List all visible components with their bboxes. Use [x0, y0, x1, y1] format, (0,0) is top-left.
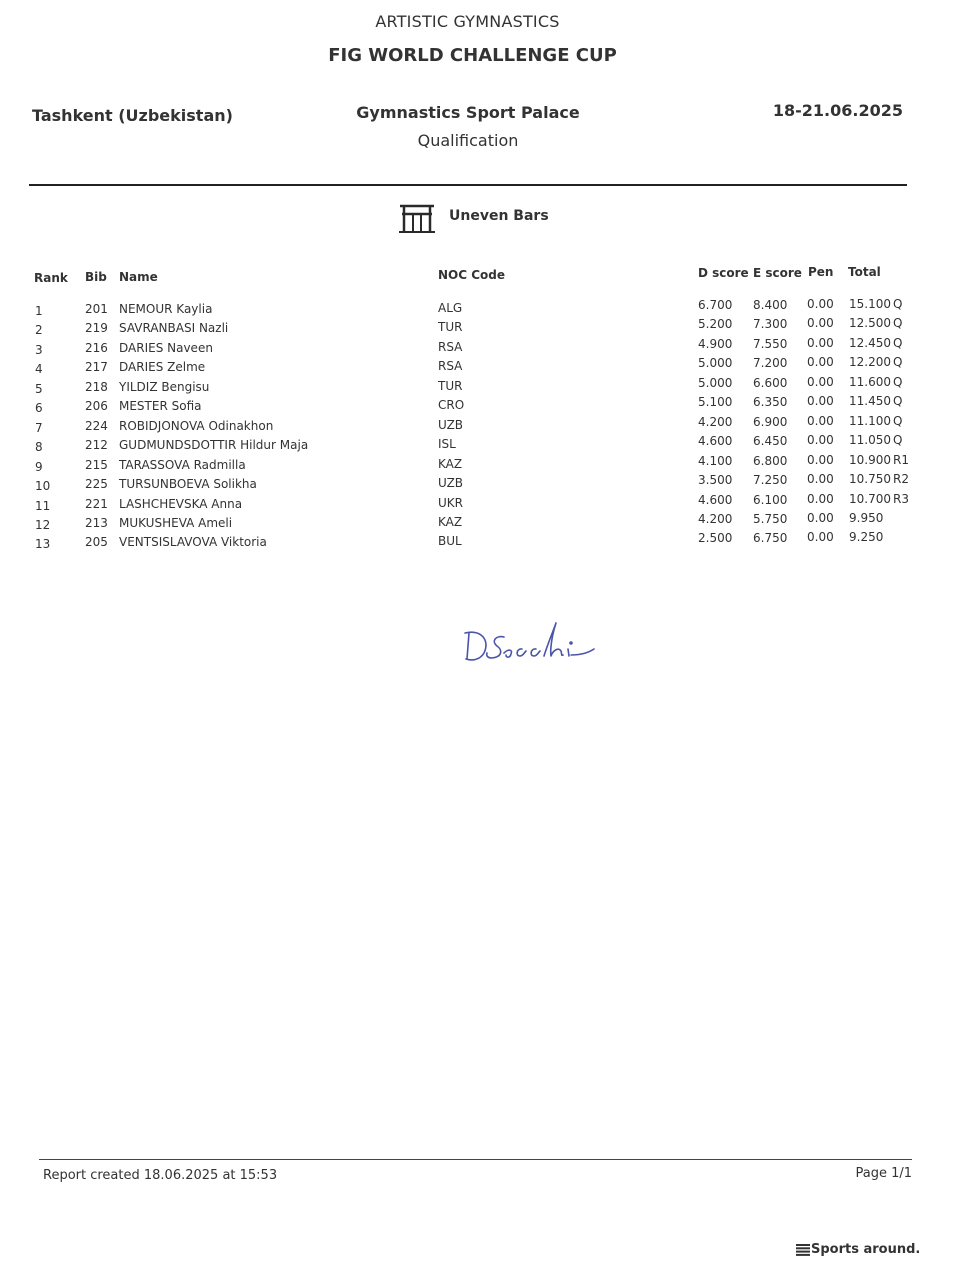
- cell-noc: UZB: [438, 476, 464, 490]
- cell-total: 9.950: [849, 511, 884, 525]
- cell-pen: 0.00: [807, 335, 834, 350]
- cell-e: 6.450: [753, 434, 788, 449]
- cell-noc: KAZ: [438, 515, 463, 529]
- cell-d: 4.600: [698, 434, 733, 449]
- cell-pen: 0.00: [807, 433, 834, 448]
- cell-name: YILDIZ Bengisu: [119, 379, 210, 394]
- cell-rank: 12: [35, 518, 51, 532]
- cell-q: Q: [893, 374, 903, 389]
- cell-pen: 0.00: [807, 452, 834, 467]
- cell-e: 8.400: [753, 298, 788, 312]
- cell-total: 11.450: [849, 394, 891, 409]
- cell-total: 10.750: [849, 472, 891, 486]
- cell-d: 4.600: [698, 492, 733, 507]
- cell-d: 4.100: [698, 453, 733, 468]
- cell-q: Q: [893, 335, 903, 350]
- cell-q: Q: [893, 394, 903, 409]
- cell-rank: 8: [35, 440, 43, 455]
- cell-name: ROBIDJONOVA Odinakhon: [119, 418, 274, 433]
- cell-bib: 213: [85, 516, 108, 530]
- page-number: Page 1/1: [855, 1166, 912, 1181]
- cell-name: TARASSOVA Radmilla: [119, 457, 246, 472]
- cell-e: 6.900: [753, 414, 788, 429]
- cell-noc: TUR: [438, 378, 463, 393]
- event-title: FIG WORLD CHALLENGE CUP: [328, 45, 617, 66]
- cell-name: GUDMUNDSDOTTIR Hildur Maja: [119, 438, 309, 453]
- cell-noc: ISL: [438, 437, 456, 452]
- header-divider: [29, 184, 907, 186]
- cell-bib: 206: [85, 399, 108, 414]
- cell-noc: ALG: [438, 301, 463, 315]
- signature: [460, 615, 605, 675]
- cell-rank: 9: [35, 459, 43, 474]
- cell-pen: 0.00: [807, 394, 834, 409]
- uneven-bars-icon: [398, 200, 436, 234]
- cell-name: VENTSISLAVOVA Viktoria: [119, 535, 267, 550]
- cell-e: 6.750: [753, 531, 788, 546]
- col-header-total: Total: [848, 265, 881, 279]
- cell-noc: TUR: [438, 320, 463, 335]
- cell-d: 4.200: [698, 512, 733, 526]
- col-header-d-score: D score: [698, 266, 749, 280]
- cell-pen: 0.00: [807, 316, 834, 331]
- cell-name: MESTER Sofia: [119, 399, 202, 414]
- col-header-pen: Pen: [808, 265, 834, 279]
- cell-pen: 0.00: [807, 413, 834, 428]
- cell-noc: UZB: [438, 417, 464, 432]
- cell-e: 5.750: [753, 512, 788, 526]
- cell-noc: RSA: [438, 339, 463, 354]
- cell-bib: 205: [85, 535, 108, 550]
- cell-d: 4.200: [698, 414, 733, 429]
- cell-name: NEMOUR Kaylia: [119, 302, 213, 316]
- cell-bib: 225: [85, 477, 108, 491]
- cell-pen: 0.00: [807, 297, 834, 311]
- cell-d: 6.700: [698, 298, 733, 312]
- cell-e: 6.600: [753, 375, 788, 390]
- cell-name: TURSUNBOEVA Solikha: [119, 477, 257, 491]
- col-header-name: Name: [119, 270, 158, 284]
- menu-lines-icon: [796, 1244, 810, 1256]
- cell-d: 5.000: [698, 356, 733, 371]
- cell-bib: 216: [85, 340, 108, 355]
- city-location: Tashkent (Uzbekistan): [32, 106, 233, 125]
- cell-total: 12.200: [849, 355, 891, 370]
- cell-q: Q: [893, 413, 903, 428]
- cell-e: 7.300: [753, 317, 788, 332]
- venue-name: Gymnastics Sport Palace: [356, 103, 580, 122]
- cell-d: 3.500: [698, 473, 733, 487]
- cell-name: DARIES Naveen: [119, 340, 213, 355]
- competition-phase: Qualification: [417, 131, 519, 150]
- cell-name: SAVRANBASI Nazli: [119, 321, 229, 336]
- cell-pen: 0.00: [807, 355, 834, 370]
- cell-bib: 224: [85, 418, 108, 433]
- cell-total: 9.250: [849, 530, 884, 545]
- cell-d: 5.200: [698, 317, 733, 332]
- cell-rank: 4: [35, 362, 43, 377]
- cell-d: 2.500: [698, 531, 733, 546]
- cell-total: 12.500: [849, 316, 891, 331]
- cell-e: 6.800: [753, 453, 788, 468]
- cell-pen: 0.00: [807, 472, 834, 486]
- brand-logo: [796, 1242, 920, 1257]
- cell-e: 6.350: [753, 395, 788, 410]
- cell-bib: 201: [85, 302, 108, 316]
- col-header-noc: NOC Code: [438, 268, 506, 282]
- cell-q: Q: [893, 355, 903, 370]
- cell-rank: 7: [35, 420, 43, 435]
- cell-total: 11.100: [849, 413, 891, 428]
- cell-bib: 217: [85, 360, 108, 375]
- cell-bib: 221: [85, 496, 108, 511]
- col-header-bib: Bib: [85, 270, 107, 284]
- cell-noc: BUL: [438, 534, 462, 549]
- cell-rank: 10: [35, 479, 51, 493]
- cell-pen: 0.00: [807, 530, 834, 545]
- cell-total: 15.100: [849, 297, 891, 311]
- cell-noc: KAZ: [438, 456, 463, 471]
- brand-name: Sports around.: [811, 1242, 921, 1257]
- sport-title: ARTISTIC GYMNASTICS: [375, 12, 560, 31]
- cell-q: R2: [893, 472, 909, 486]
- cell-total: 10.700: [849, 491, 891, 506]
- event-dates: 18-21.06.2025: [772, 101, 903, 120]
- cell-pen: 0.00: [807, 491, 834, 506]
- cell-rank: 6: [35, 401, 43, 416]
- cell-name: MUKUSHEVA Ameli: [119, 516, 233, 530]
- cell-noc: UKR: [438, 495, 463, 510]
- cell-rank: 5: [35, 381, 43, 396]
- cell-bib: 212: [85, 438, 108, 453]
- cell-rank: 2: [35, 323, 43, 338]
- footer-divider: [39, 1159, 912, 1160]
- cell-name: LASHCHEVSKA Anna: [119, 496, 243, 511]
- cell-bib: 215: [85, 457, 108, 472]
- cell-name: DARIES Zelme: [119, 360, 206, 375]
- cell-d: 5.000: [698, 375, 733, 390]
- cell-e: 7.550: [753, 336, 788, 351]
- cell-pen: 0.00: [807, 374, 834, 389]
- cell-q: Q: [893, 316, 903, 331]
- cell-bib: 219: [85, 321, 108, 336]
- cell-noc: CRO: [438, 398, 465, 413]
- cell-noc: RSA: [438, 359, 463, 374]
- cell-d: 4.900: [698, 336, 733, 351]
- cell-total: 12.450: [849, 335, 891, 350]
- cell-total: 11.050: [849, 433, 891, 448]
- cell-rank: 11: [35, 498, 51, 513]
- col-header-e-score: E score: [753, 266, 802, 280]
- cell-q: Q: [893, 297, 903, 311]
- cell-rank: 13: [35, 537, 51, 552]
- cell-e: 7.200: [753, 356, 788, 371]
- apparatus-name: Uneven Bars: [449, 208, 549, 224]
- col-header-rank: Rank: [34, 271, 68, 285]
- cell-pen: 0.00: [807, 511, 834, 525]
- cell-bib: 218: [85, 379, 108, 394]
- cell-total: 11.600: [849, 374, 891, 389]
- cell-q: R3: [893, 491, 909, 506]
- report-created: Report created 18.06.2025 at 15:53: [43, 1168, 278, 1183]
- cell-d: 5.100: [698, 395, 733, 410]
- cell-q: R1: [893, 452, 909, 467]
- cell-q: Q: [893, 433, 903, 448]
- cell-e: 7.250: [753, 473, 788, 487]
- cell-rank: 3: [35, 342, 43, 357]
- cell-rank: 1: [35, 304, 43, 318]
- cell-total: 10.900: [849, 452, 891, 467]
- cell-e: 6.100: [753, 492, 788, 507]
